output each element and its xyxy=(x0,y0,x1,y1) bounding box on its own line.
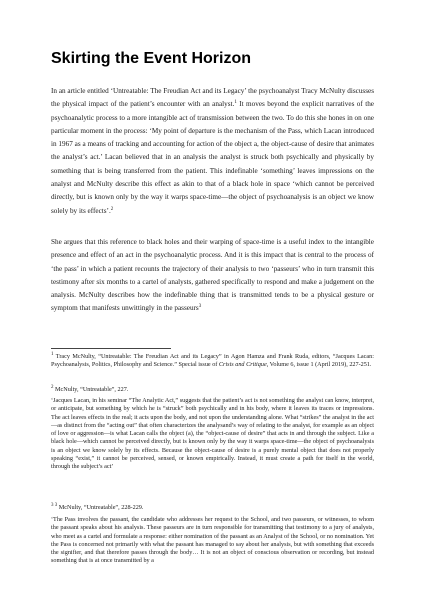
paragraph-2 xyxy=(51,236,374,316)
footnote-1-text-b: , Volume 6, issue 1 (April 2019), 227-251. xyxy=(266,361,372,369)
footnote-3-citation: McNulty, “Untreatable”, 228-229. xyxy=(57,504,144,511)
footnote-ref-3[interactable]: 3 xyxy=(198,304,202,310)
paragraph-1-text: In an article entitled ‘Untreatable: The Freudian Act and its Legacy’ the psychoanalyst Tracy McNulty discusses the physical impact of the patient’s encounter with an analyst. xyxy=(51,87,374,109)
footnote-1-text-a: Tracy McNulty, “Untreatable: The Freudian Act and its Legacy” in Agon Hamza and Frank Ruda, editors, “Jacques Lacan: Psychoanalysis, Politics, Philosophy and Science.” Special issue of xyxy=(51,353,374,369)
footnote-2-number: 2 xyxy=(51,385,54,390)
paragraph-2-text: She argues that this reference to black holes and their warping of space-time is a useful index to the intangible presence and effect of an act in the psychoanalytic process. And it is this impact that is central to the process of ‘the pass’ in which a patient recounts the trajectory of their analysis to two ‘passeurs’ who in turn transmit this testimony after six months to a cartel of analysts, gathered specifically to respond and make a judgement on the analysis. McNulty describes how the indefinable thing that is transmitted tends to be a physical gesture or symptom that manifests unwittingly in the passeurs xyxy=(51,238,374,313)
footnote-2-quote: ‘Jacques Lacan, in his seminar “The Analytic Act,” suggests that the patient’s act is not something the analyst can know, interpret, or anticipate, but something by which he is “struck” both psychically and in his body, where it leaves its traces or impressions. The act leaves effects in the real; it acts upon the body, and not upon the understanding alone. What “strikes” the analyst in the act—as distinct from the “acting out” that often characterizes the analysand’s way of relating to the analyst, for example as an object of love or aggression—is what Lacan calls the object (a), the “object-cause of desire” that acts in and through the subject. Like a black hole—which cannot be perceived directly, but is known only by the way it warps space-time—the object of psychoanalysis is an object we know solely by its effects. Because the object-cause of desire is a purely mental object that does not properly speaking “exist,” it cannot be perceived, sensed, or known empirically. Instead, it must create a path for itself in the world, through the subject’s act’ xyxy=(51,397,374,471)
page-title: Skirting the Event Horizon xyxy=(51,50,252,67)
footnote-ref-1[interactable]: 1 xyxy=(234,100,237,106)
footnote-3-quote: ‘The Pass involves the passant, the candidate who addresses her request to the School, and two passeurs, or witnesses, to whom the passant speaks about his analysis. These passeurs are in turn responsible for transmitting that testimony to a jury of analysts, who meet as a cartel and formulate a response: either nomination of the passant as an Analyst of the School, or no nomination. Yet the Pass is concerned not primarily with what the passant has managed to say about her analysis, but with something that exceeds the signifier, and that therefore passes through the body… It is not an object of conscious observation or recording, but instead something that is at once transmitted by a xyxy=(51,516,374,565)
footnote-3-label xyxy=(51,504,374,512)
footnote-ref-2[interactable]: 2 xyxy=(110,206,114,212)
footnote-1 xyxy=(51,353,374,370)
footnote-3-number: 3 3 xyxy=(51,503,58,508)
paragraph-1 xyxy=(51,85,374,218)
footnote-1-number: 1 xyxy=(51,352,54,357)
paragraph-1-text-continued: It moves beyond the explicit narratives of the psychoanalytic process to a more intangible act of transmission between the two. To do this she hones in on one particular moment in the process: ‘My point of departure is the mechanism of the Pass, which Lacan introduced in 1967 as a means of tracking and accounting for action of the object a, the object-cause of desire that animates the analyst’s act.’ Lacan believed that in an analysis the analyst is struck both psychically and physically by something that is being transferred from the patient. This indefinable ‘something’ leaves impressions on the analyst and McNulty describe this effect as akin to that of a black hole in space ‘which cannot be perceived directly, but is known only by the way it warps space-time—the object of psychoanalysis is an object we know solely by its effects’. xyxy=(51,100,374,215)
footnote-divider xyxy=(51,348,171,349)
footnote-1-journal: Crisis and Critique xyxy=(218,361,267,369)
footnote-2-citation: McNulty, “Untreatable”, 227. xyxy=(53,386,129,393)
footnote-2-label xyxy=(51,386,374,394)
